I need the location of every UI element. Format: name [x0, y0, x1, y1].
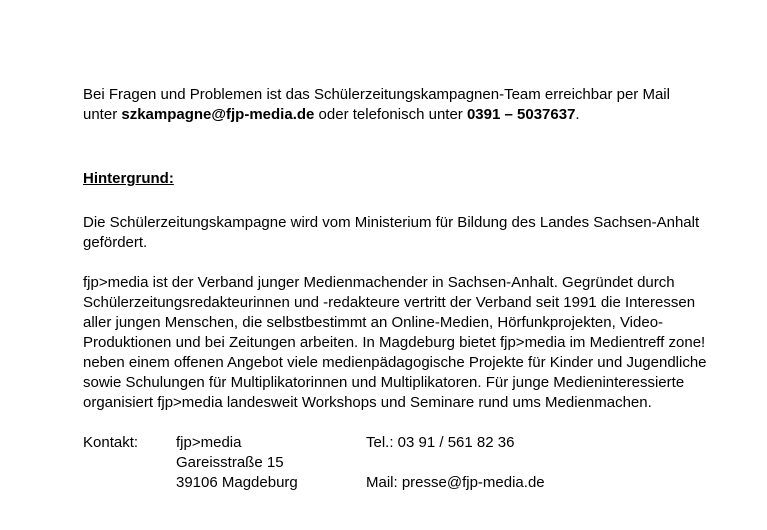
association-line: Produktionen und bei Zeitungen arbeiten. In Magdeburg bietet fjp>media im Medientreff zone!	[83, 334, 706, 351]
intro-paragraph	[83, 85, 723, 125]
intro-line-2	[83, 105, 723, 125]
association-line: Schülerzeitungsredakteurinnen und -redakteure vertritt der Verband seit 1991 die Interessen	[83, 294, 696, 311]
contact-blank-line	[366, 453, 545, 473]
contact-mail: Mail: presse@fjp-media.de	[366, 474, 545, 491]
contact-label-column	[83, 433, 138, 453]
association-line: neben einem offenen Angebot viele medienpädagogische Projekte für Kinder und Jugendliche	[83, 354, 707, 371]
association-paragraph	[83, 273, 723, 413]
contact-email: szkampagne@fjp-media.de	[121, 106, 315, 123]
document-body	[83, 85, 723, 493]
section-heading: Hintergrund:	[83, 170, 174, 187]
contact-phone: 0391 – 5037637	[466, 106, 576, 123]
intro-text-mid: oder telefonisch unter	[314, 106, 467, 123]
intro-text-end: .	[575, 106, 580, 123]
association-line: aller jungen Menschen, die selbstbestimmt an Online-Medien, Hörfunkprojekten, Video-	[83, 314, 664, 331]
funding-line: gefördert.	[83, 234, 148, 251]
contact-tel: Tel.: 03 91 / 561 82 36	[366, 434, 515, 451]
contact-city: 39106 Magdeburg	[176, 474, 298, 491]
contact-label: Kontakt:	[83, 434, 139, 451]
association-line: fjp>media ist der Verband junger Medienmachender in Sachsen-Anhalt. Gegründet durch	[83, 274, 675, 291]
contact-street: Gareisstraße 15	[176, 454, 284, 471]
funding-line: Die Schülerzeitungskampagne wird vom Ministerium für Bildung des Landes Sachsen-Anhalt	[83, 214, 700, 231]
contact-address-column	[176, 433, 298, 493]
contact-details-column	[366, 433, 545, 493]
association-line: organisiert fjp>media landesweit Workshops und Seminare rund ums Medienmachen.	[83, 394, 652, 411]
funding-paragraph	[83, 213, 723, 253]
contact-block	[83, 433, 723, 493]
association-line: sowie Schulungen für Multiplikatorinnen und Multiplikatoren. Für junge Medieninteressierte	[83, 374, 685, 391]
intro-line-1: Bei Fragen und Problemen ist das Schülerzeitungskampagnen-Team erreichbar per Mail	[83, 86, 670, 103]
intro-text-pre: unter	[83, 106, 122, 123]
contact-org: fjp>media	[176, 434, 242, 451]
